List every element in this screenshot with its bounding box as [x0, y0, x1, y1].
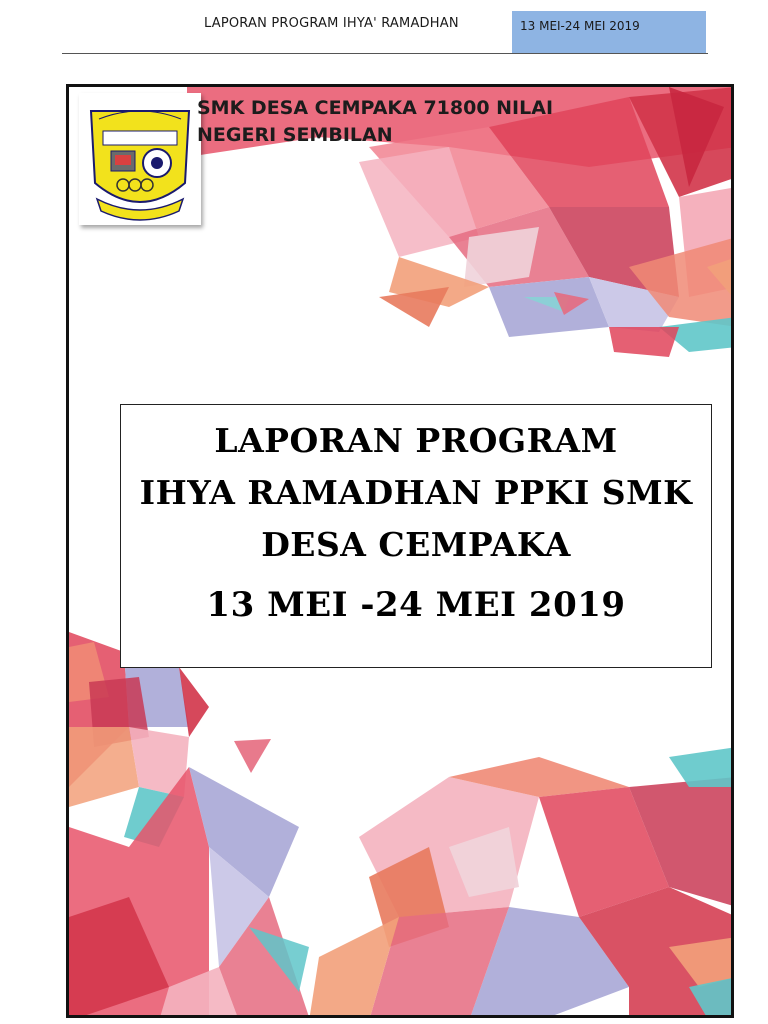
report-title-line-3: DESA CEMPAKA — [261, 525, 571, 564]
report-date: 13 MEI -24 MEI 2019 — [206, 585, 626, 625]
school-name-line-1: SMK DESA CEMPAKA 71800 NILAI — [197, 97, 554, 119]
header-date-box: 13 MEI-24 MEI 2019 — [512, 11, 706, 53]
report-title-line-1: LAPORAN PROGRAM — [214, 421, 618, 460]
header-divider — [62, 53, 708, 54]
school-name-line-2: NEGERI SEMBILAN — [197, 124, 393, 146]
cover-page — [66, 84, 734, 1018]
school-name — [197, 95, 617, 149]
report-title-line-2: IHYA RAMADHAN PPKI SMK — [139, 473, 693, 512]
report-title-box — [120, 404, 712, 668]
school-logo — [79, 93, 201, 225]
school-crest-icon — [79, 93, 201, 225]
header-title: LAPORAN PROGRAM IHYA' RAMADHAN — [204, 16, 459, 31]
